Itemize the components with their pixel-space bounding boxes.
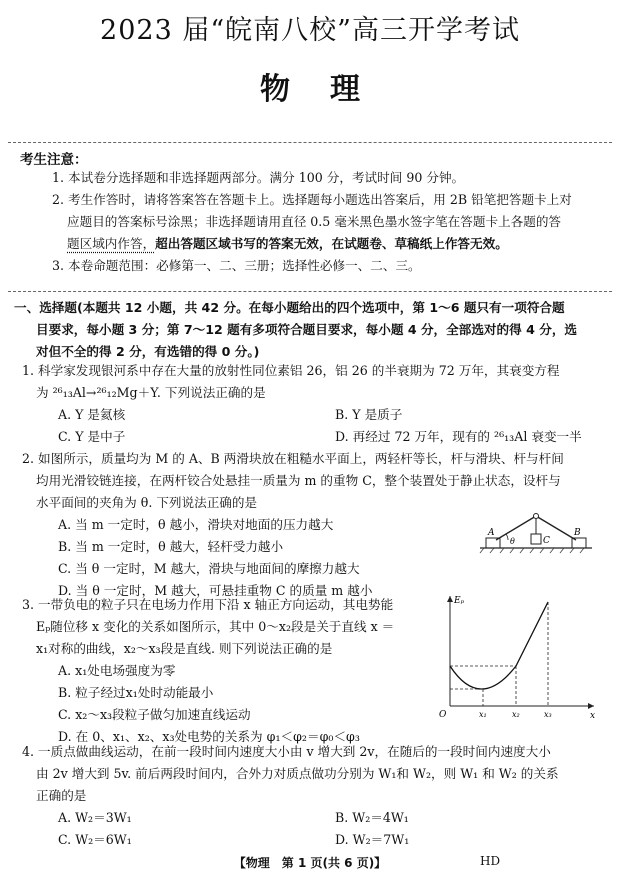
q2-option-b: B. 当 m 一定时，θ 越大，轻杆受力越小 bbox=[58, 539, 284, 554]
q3-tick-x3: x₃ bbox=[544, 710, 552, 719]
q2-option-d: D. 当 θ 一定时，M 越大，可悬挂重物 C 的质量 m 越小 bbox=[58, 583, 373, 598]
q2-label-b: B bbox=[574, 528, 581, 538]
q1-option-c: C. Y 是中子 bbox=[58, 429, 126, 444]
q3-curve bbox=[450, 666, 516, 689]
notice-item-1: 1. 本试卷分选择题和非选择题两部分。满分 100 分，考试时间 90 分钟。 bbox=[52, 170, 465, 185]
footer-page: 【物理 第 1 页(共 6 页)】 bbox=[233, 856, 387, 870]
q4-stem-l2: 由 2v 增大到 5v. 前后两段时间内，合外力对质点做功分别为 W₁和 W₂，则 W₁ 和 W₂ 的关系 bbox=[36, 766, 559, 781]
q3-ylabel: Eₚ bbox=[454, 596, 465, 606]
footer-code: HD bbox=[480, 854, 501, 868]
notice-warning: 超出答题区域书写的答案无效，在试题卷、草稿纸上作答无效。 bbox=[155, 236, 508, 251]
q3-option-a: A. x₁处电场强度为零 bbox=[58, 663, 176, 678]
section1-heading-l2: 目要求，每小题 3 分；第 7～12 题有多项符合题目要求，每小题 4 分，全部选对的得 4 分，选 bbox=[36, 322, 578, 337]
q3-stem-l2: Eₚ随位移 x 变化的关系如图所示，其中 0～x₂段是关于直线 x ＝ bbox=[36, 619, 395, 634]
q4-option-c: C. W₂＝6W₁ bbox=[58, 832, 132, 847]
q1-stem-l2: 为 ²⁶₁₃Al→²⁶₁₂Mg＋Y. 下列说法正确的是 bbox=[36, 385, 266, 400]
q2-label-a: A bbox=[488, 528, 495, 538]
q2-figure bbox=[478, 504, 594, 554]
q1-option-b: B. Y 是质子 bbox=[335, 407, 403, 422]
q3-tick-x2: x₂ bbox=[512, 710, 520, 719]
notice-item-2-tail: 题区域内作答， bbox=[67, 236, 156, 251]
q3-xlabel: x bbox=[590, 711, 596, 721]
q2-ground-hatch bbox=[480, 548, 584, 553]
q2-label-c: C bbox=[543, 536, 550, 546]
notice-item-2: 2. 考生作答时，请将答案答在答题卡上。选择题每小题选出答案后，用 2B 铅笔把答题卡上对 bbox=[52, 192, 572, 207]
q2-stem-l1: 2. 如图所示，质量均为 M 的 A、B 两滑块放在粗糙水平面上，两轻杆等长，杆与滑块、杆与杆间 bbox=[22, 451, 564, 466]
q3-option-d: D. 在 0、x₁、x₂、x₃处电势的关系为 φ₁＜φ₂＝φ₀＜φ₃ bbox=[58, 729, 360, 744]
q3-option-b: B. 粒子经过x₁处时动能最小 bbox=[58, 685, 214, 700]
q4-stem-l3: 正确的是 bbox=[36, 788, 87, 803]
q3-y-arrow bbox=[447, 596, 453, 602]
q3-stem-l3: x₁对称的曲线，x₂～x₃段是直线. 则下列说法正确的是 bbox=[36, 641, 333, 656]
q1-option-a: A. Y 是氦核 bbox=[58, 407, 126, 422]
q3-tick-x1: x₁ bbox=[479, 710, 487, 719]
notice-item-3: 3. 本卷命题范围：必修第一、二、三册；选择性必修一、二、三。 bbox=[52, 258, 421, 273]
q2-rod-left bbox=[496, 516, 536, 540]
q2-stem-l3: 水平面间的夹角为 θ. 下列说法正确的是 bbox=[36, 495, 258, 510]
q2-option-c: C. 当 θ 一定时，M 越大，滑块与地面间的摩擦力越大 bbox=[58, 561, 360, 576]
q2-hinge bbox=[534, 514, 539, 519]
section1-heading-l1: 一、选择题(本题共 12 小题，共 42 分。在每小题给出的四个选项中，第 1～6 题只有一项符合题 bbox=[14, 300, 565, 315]
subject-title: 物理 bbox=[260, 72, 400, 107]
q2-label-theta: θ bbox=[510, 537, 515, 546]
section1-heading-l3: 对但不全的得 2 分，有选错的得 0 分。) bbox=[36, 344, 260, 359]
q3-origin: O bbox=[439, 710, 447, 720]
top-divider bbox=[8, 142, 612, 143]
notice-divider bbox=[8, 291, 612, 292]
notice-item-2-cont: 应题目的答案标号涂黑；非选择题请用直径 0.5 毫米黑色墨水签字笔在答题卡上各题的答 bbox=[67, 214, 562, 229]
q3-line-segment bbox=[516, 602, 548, 666]
notice-heading: 考生注意： bbox=[20, 152, 88, 168]
q2-option-a: A. 当 m 一定时，θ 越小，滑块对地面的压力越大 bbox=[58, 517, 334, 532]
notice-item-2-end bbox=[67, 233, 508, 255]
q2-stem-l2: 均用光滑铰链连接，在两杆铰合处悬挂一质量为 m 的重物 C，整个装置处于静止状态，设杆与 bbox=[36, 473, 561, 488]
q3-figure bbox=[436, 590, 600, 722]
q4-stem-l1: 4. 一质点做曲线运动，在前一段时间内速度大小由 v 增大到 2v，在随后的一段时间内速度大小 bbox=[22, 744, 551, 759]
q4-option-b: B. W₂＝4W₁ bbox=[335, 810, 409, 825]
q4-option-a: A. W₂＝3W₁ bbox=[58, 810, 132, 825]
q4-option-d: D. W₂＝7W₁ bbox=[335, 832, 410, 847]
q3-stem-l1: 3. 一带负电的粒子只在电场力作用下沿 x 轴正方向运动，其电势能 bbox=[22, 597, 394, 612]
q2-rod-right bbox=[536, 516, 576, 540]
q3-option-c: C. x₂～x₃段粒子做匀加速直线运动 bbox=[58, 707, 251, 722]
page-footer bbox=[0, 854, 620, 871]
exam-title: 2023 届“皖南八校”高三开学考试 bbox=[100, 15, 520, 46]
q1-option-d: D. 再经过 72 万年，现有的 ²⁶₁₃Al 衰变一半 bbox=[335, 429, 582, 444]
q2-angle-arc bbox=[506, 534, 508, 540]
q1-stem-l1: 1. 科学家发现银河系中存在大量的放射性同位素铝 26，铝 26 的半衰期为 72 万年，其衰变方程 bbox=[22, 363, 560, 378]
q3-x-arrow bbox=[588, 703, 594, 709]
q2-weight-c bbox=[531, 534, 541, 544]
